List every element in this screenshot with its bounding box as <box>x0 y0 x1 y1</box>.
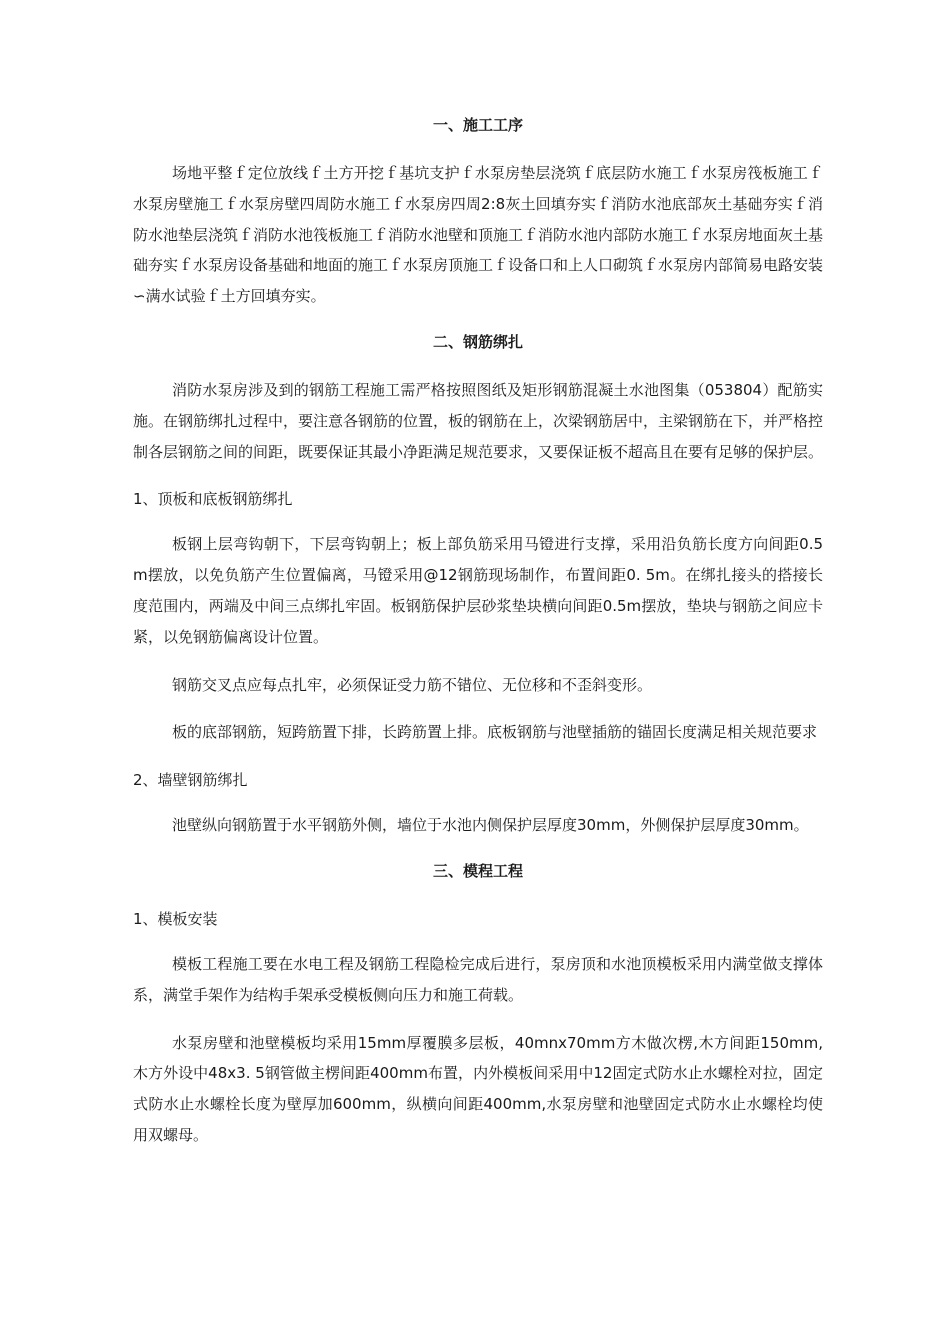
paragraph-rebar-crossing: 钢筋交叉点应每点扎牢，必须保证受力筋不错位、无位移和不歪斜变形。 <box>172 675 653 694</box>
subheading-wall-rebar: 2、墙壁钢筋绑扎 <box>133 771 248 790</box>
paragraph-construction-sequence: 场地平整ｆ定位放线ｆ土方开挖ｆ基坑支护ｆ水泵房垫层浇筑ｆ底层防水施工ｆ水泵房筏板施工ｆ水泵房壁施工ｆ水泵房壁四周防水施工ｆ水泵房四周2:8灰土回填夯实ｆ消防水池底部灰土基础夯实ｆ消防水池垫层浇筑ｆ消防水池筏板施工ｆ消防水池壁和顶施工ｆ消防水池内部防水施工ｆ水泵房地面灰土基础夯实ｆ水泵房设备基础和地面的施工ｆ水泵房顶施工ｆ设备口和上人口砌筑ｆ水泵房内部简易电路安装∽满水试验ｆ土方回填夯实。 <box>133 164 824 306</box>
section-heading-construction-sequence: 一、施工工序 <box>432 116 523 134</box>
paragraph-rebar-intro: 消防水泵房涉及到的钢筋工程施工需严格按照图纸及矩形钢筋混凝土水池图集（053804）配筋实施。在钢筋绑扎过程中，要注意各钢筋的位置，板的钢筋在上，次梁钢筋居中，主梁钢筋在下，并严格控制各层钢筋之间的间距，既要保证其最小净距满足规范要求，又要保证板不超高且在要有足够的保护层。 <box>133 380 824 461</box>
paragraph-formwork-support: 模板工程施工要在水电工程及钢筋工程隐检完成后进行，泵房顶和水池顶模板采用内满堂做支撑体系，满堂手架作为结构手架承受模板侧向压力和施工荷载。 <box>133 954 823 1004</box>
section-heading-formwork: 三、模程工程 <box>432 861 523 880</box>
document-page <box>133 112 823 1168</box>
paragraph-wall-rebar: 池壁纵向钢筋置于水平钢筋外侧，墙位于水池内侧保护层厚度30mm，外侧保护层厚度30mm。 <box>172 816 809 835</box>
paragraph-slab-bottom-rebar: 板的底部钢筋，短跨筋置下排，长跨筋置上排。底板钢筋与池壁插筋的锚固长度满足相关规范要求 <box>172 723 818 742</box>
subheading-formwork-installation: 1、模板安装 <box>133 909 218 928</box>
paragraph-formwork-materials: 水泵房壁和池壁模板均采用15mm厚覆膜多层板，40mnx70mm方木做次楞,木方间距150mm,木方外设中48x3. 5钢管做主楞间距400mm布置，内外模板间采用中12固定式防水止水螺栓对拉，固定式防水止水螺栓长度为壁厚加600mm，纵横向间距400mm,水泵房壁和池壁固定式防水止水螺栓均使用双螺母。 <box>133 1033 823 1144</box>
subheading-roof-and-floor-rebar: 1、顶板和底板钢筋绑扎 <box>133 490 293 509</box>
section-heading-rebar-binding: 二、钢筋绑扎 <box>432 332 523 351</box>
paragraph-slab-rebar-details: 板钢上层弯钩朝下，下层弯钩朝上；板上部负筋采用马镫进行支撑，采用沿负筋长度方向间距0.5m摆放，以免负筋产生位置偏离，马镫采用@12钢筋现场制作，布置间距0. 5m。在绑扎接头的搭接长度范围内，两端及中间三点绑扎牢固。板钢筋保护层砂浆垫块横向间距0.5m摆放，垫块与钢筋之间应卡紧，以免钢筋偏离设计位置。 <box>133 535 823 646</box>
